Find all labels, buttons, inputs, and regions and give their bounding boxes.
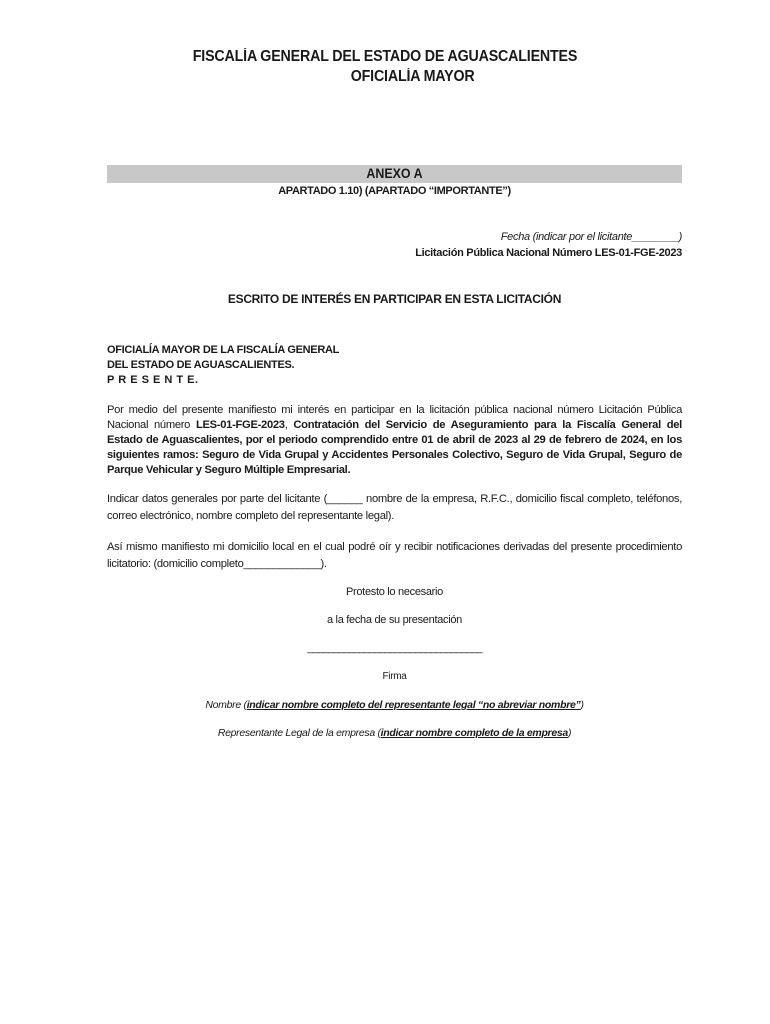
representante-label: Representante Legal de la empresa ( [217, 727, 381, 739]
nombre-label: Nombre ( [205, 699, 247, 711]
header-title-line1: FISCALÍA GENERAL DEL ESTADO DE AGUASCALIENTES [192, 48, 578, 65]
protesto-text: Protesto lo necesario [345, 586, 444, 598]
header-title-line2: OFICIALÍA MAYOR [350, 68, 475, 85]
representante-close: ) [567, 727, 572, 739]
anexo-title: ANEXO A [366, 166, 423, 181]
nombre-instruction: indicar nombre completo del representante legal “no abreviar nombre” [246, 699, 581, 711]
addressee-line2: DEL ESTADO DE AGUASCALIENTES. [107, 359, 295, 371]
paragraph-interest-comma: , [284, 419, 294, 431]
paragraph-interest [107, 403, 682, 478]
licitacion-number: Licitación Pública Nacional Número LES-01-FGE-2023 [415, 247, 682, 259]
paragraph-interest-contract: Contratación del Servicio de Aseguramiento para la Fiscalía General del Estado de Aguascalientes, por el periodo comprendido entre 01 de abril de 2023 al 29 de febrero de 2024, en los siguientes ramos: Seguro de Vida Grupal y Accidentes Personales Colectivo, Seguro de Vida Grupal, Seguro de Parque Vehicular y Seguro Múltiple Empresarial. [107, 419, 682, 476]
representante-line [107, 727, 682, 739]
paragraph-interest-intro: Por medio del presente manifiesto mi interés en participar en la licitación pública nacional número Licitación Pública Nacional número [107, 404, 682, 431]
nombre-line [107, 699, 682, 711]
signature-line: __________________________________ [307, 642, 482, 654]
paragraph-interest-number: LES-01-FGE-2023 [195, 419, 285, 431]
firma-label: Firma [382, 671, 407, 682]
representante-instruction: indicar nombre completo de la empresa [380, 727, 568, 739]
escrito-title: ESCRITO DE INTERÉS EN PARTICIPAR EN ESTA LICITACIÓN [227, 292, 562, 306]
addressee-line1: OFICIALÍA MAYOR DE LA FISCALÍA GENERAL [107, 344, 340, 356]
anexo-subtitle: APARTADO 1.10) (APARTADO “IMPORTANTE”) [278, 185, 511, 197]
paragraph-domicilio: Así mismo manifiesto mi domicilio local en el cual podré oír y recibir notificaciones derivadas del presente procedimiento licitatorio: (domicilio completo_____________). [107, 541, 682, 570]
nombre-close: ) [580, 699, 584, 711]
addressee-line3: P R E S E N T E. [107, 374, 199, 386]
fecha-presentacion-text: a la fecha de su presentación [326, 614, 462, 626]
fecha-line: Fecha (indicar por el licitante________) [500, 231, 682, 243]
addressee-block [107, 343, 339, 388]
paragraph-datos-generales: Indicar datos generales por parte del licitante (______ nombre de la empresa, R.F.C., domicilio fiscal completo, teléfonos, correo electrónico, nombre completo del representante legal). [107, 493, 682, 522]
